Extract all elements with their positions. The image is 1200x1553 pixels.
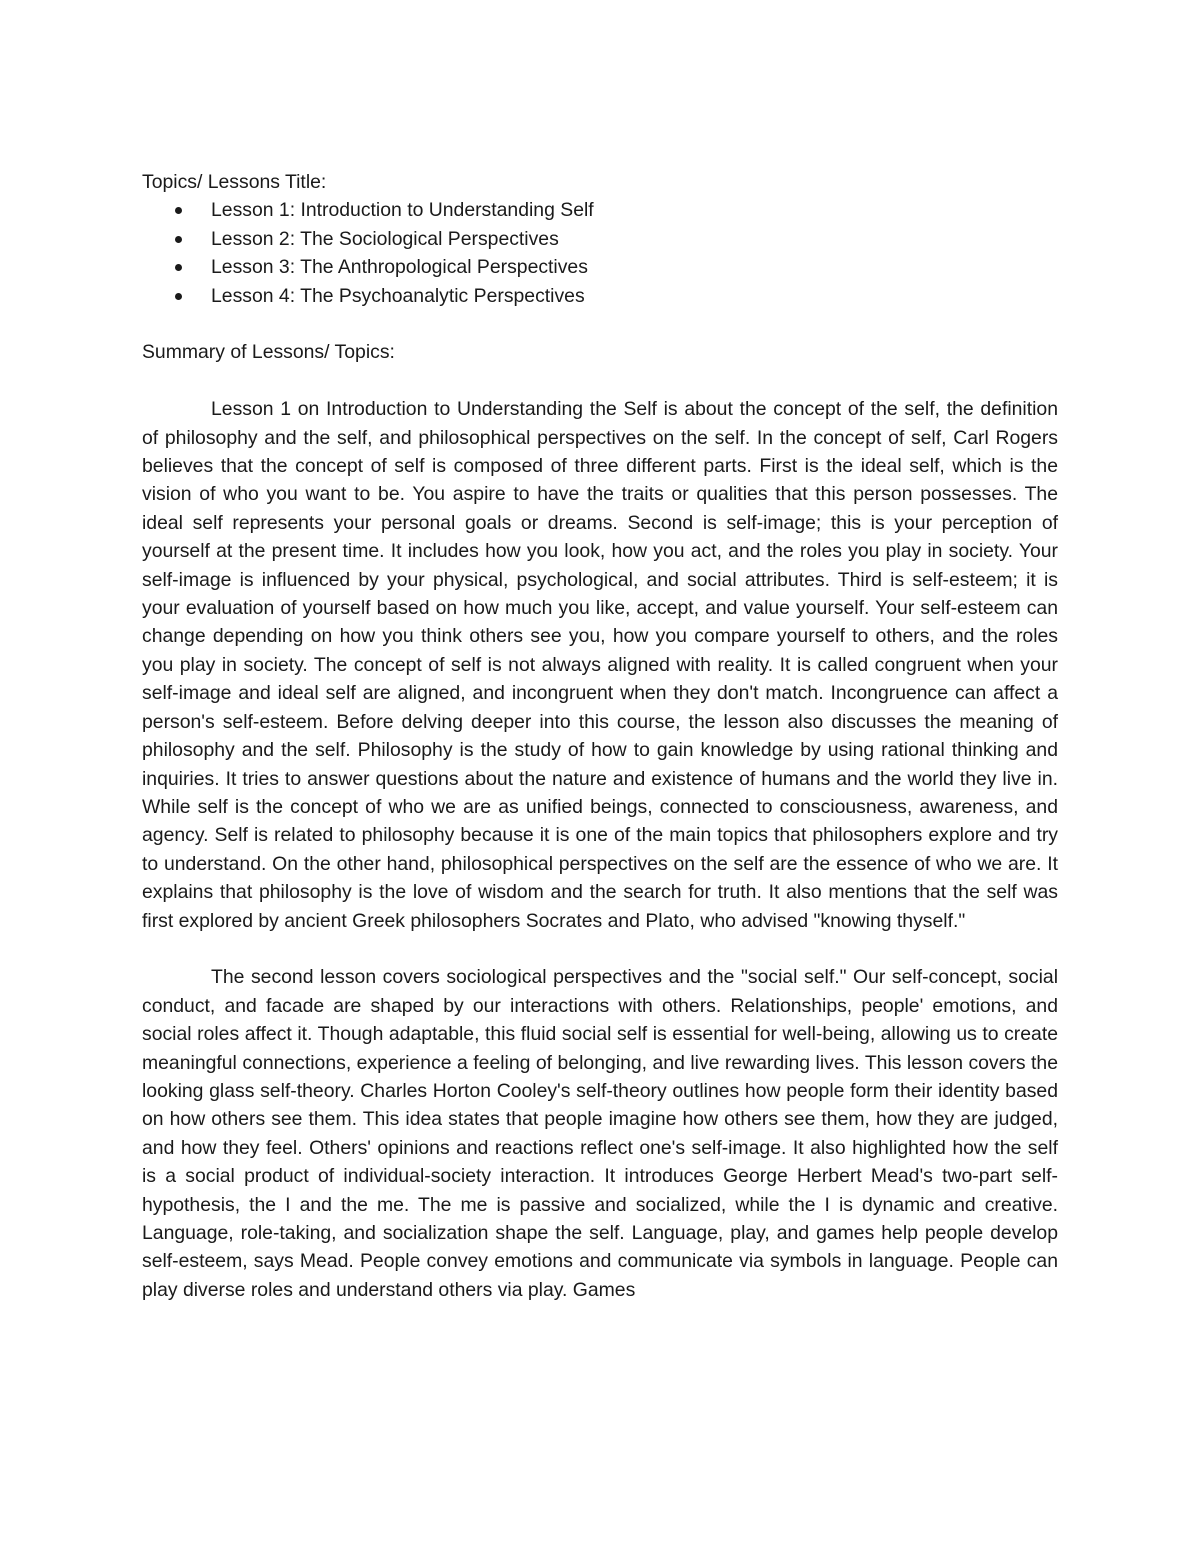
- list-item: [142, 253, 1058, 281]
- list-item: [142, 225, 1058, 253]
- summary-heading: Summary of Lessons/ Topics:: [142, 341, 395, 364]
- list-item: [142, 282, 1058, 310]
- lesson-title: Lesson 3: The Anthropological Perspectives: [211, 256, 588, 279]
- lesson-title: Lesson 1: Introduction to Understanding Self: [211, 199, 594, 222]
- bullet-icon: [175, 293, 182, 300]
- bullet-icon: [175, 207, 182, 214]
- bullet-icon: [175, 236, 182, 243]
- list-item: [142, 196, 1058, 224]
- summary-paragraph-lesson-2: The second lesson covers sociological perspectives and the "social self." Our self-concept, social conduct, and facade are shaped by our interactions with others. Relationships, people' emotions, and social roles affect it. Though adaptable, this fluid social self is essential for well-being, allowing us to create meaningful connections, experience a feeling of belonging, and live rewarding lives. This lesson covers the looking glass self-theory. Charles Horton Cooley's self-theory outlines how people form their identity based on how others see them. This idea states that people imagine how others see them, how they are judged, and how they feel. Others' opinions and reactions reflect one's self-image. It also highlighted how the self is a social product of individual-society interaction. It introduces George Herbert Mead's two-part self-hypothesis, the I and the me. The me is passive and socialized, while the I is dynamic and creative. Language, role-taking, and socialization shape the self. Language, play, and games help people develop self-esteem, says Mead. People convey emotions and communicate via symbols in language. People can play diverse roles and understand others via play. Games: [142, 966, 1058, 1301]
- lesson-list: [142, 196, 1058, 310]
- summary-paragraph-lesson-1: Lesson 1 on Introduction to Understanding the Self is about the concept of the self, the definition of philosophy and the self, and philosophical perspectives on the self. In the concept of self, Carl Rogers believes that the concept of self is composed of three different parts. First is the ideal self, which is the vision of who you want to be. You aspire to have the traits or qualities that this person possesses. The ideal self represents your personal goals or dreams. Second is self-image; this is your perception of yourself at the present time. It includes how you look, how you act, and the roles you play in society. Your self-image is influenced by your physical, psychological, and social attributes. Third is self-esteem; it is your evaluation of yourself based on how much you like, accept, and value yourself. Your self-esteem can change depending on how you think others see you, how you compare yourself to others, and the roles you play in society. The concept of self is not always aligned with reality. It is called congruent when your self-image and ideal self are aligned, and incongruent when they don't match. Incongruence can affect a person's self-esteem. Before delving deeper into this course, the lesson also discusses the meaning of philosophy and the self. Philosophy is the study of how to gain knowledge by using rational thinking and inquiries. It tries to answer questions about the nature and existence of humans and the world they live in. While self is the concept of who we are as unified beings, connected to consciousness, awareness, and agency. Self is related to philosophy because it is one of the main topics that philosophers explore and try to understand. On the other hand, philosophical perspectives on the self are the essence of who we are. It explains that philosophy is the love of wisdom and the search for truth. It also mentions that the self was first explored by ancient Greek philosophers Socrates and Plato, who advised "knowing thyself.": [142, 398, 1058, 932]
- document-content: [142, 168, 1058, 1304]
- lesson-title: Lesson 2: The Sociological Perspectives: [211, 227, 559, 250]
- bullet-icon: [175, 264, 182, 271]
- lesson-title: Lesson 4: The Psychoanalytic Perspectives: [211, 284, 585, 307]
- topics-heading: Topics/ Lessons Title:: [142, 171, 327, 193]
